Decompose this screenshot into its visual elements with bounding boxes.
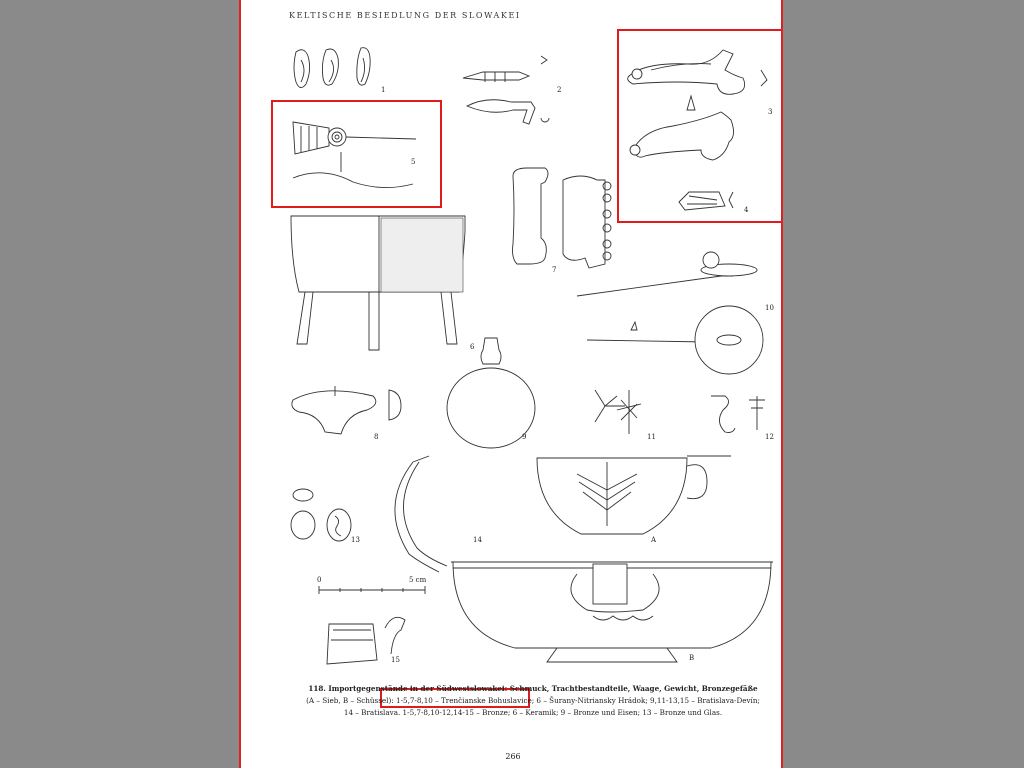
object-11-star-fittings [595,390,641,434]
object-A-sieve-bowl [537,456,731,534]
figure-number-9: 9 [522,433,527,441]
figure-number-8: 8 [374,433,379,441]
highlight-box-objects-3-4 [617,29,783,223]
object-7-bracelet [513,168,612,268]
object-8-handle-attachment [292,386,401,434]
figure-number-13: 13 [351,536,360,544]
object-2-fibulae [463,56,549,124]
figure-number-10: 10 [765,304,774,312]
scale-bar-start-label: 0 [317,576,322,584]
object-9-flask [447,338,535,448]
figure-number-15: 15 [391,656,400,664]
figure-number-4: 4 [744,206,749,214]
object-10-scale-pan [577,252,763,374]
figure-caption [303,683,763,719]
page-number: 266 [505,752,521,761]
catalog-page [239,0,783,768]
object-13-seal-ring [291,489,351,541]
scale-bar-end-label: 5 cm [409,576,427,584]
object-12-hooks [711,396,765,433]
running-header: KELTISCHE BESIEDLUNG DER SLOWAKEI [289,11,521,20]
highlight-box-object-5 [271,100,442,208]
scale-bar [319,586,425,594]
figure-number-7: 7 [552,266,557,274]
figure-number-12: 12 [765,433,774,441]
object-6-sieve-pot [291,216,465,350]
figure-number-5: 5 [411,158,416,166]
figure-label-A: A [651,536,657,544]
object-B-bowl [451,562,773,662]
figure-number-14: 14 [473,536,482,544]
figure-number-2: 2 [557,86,562,94]
caption-line-2: (A – Sieb, B – Schüssel): 1-5,7-8,10 – Trenčianske Bohuslavice; 6 – Šurany-Nitriansky Hrádok; 9,11-13,15 – Bratislava-Devín; [306,696,760,705]
caption-line-3: 14 – Bratislava. 1-5,7-8,10-12,14-15 – Bronze; 6 – Keramik; 9 – Bronze und Eisen; 13 – Bronze und Glas. [343,708,723,717]
object-1-fibula [294,48,370,88]
figure-number-1: 1 [381,86,386,94]
figure-number-11: 11 [647,433,656,441]
figure-label-B: B [689,654,695,662]
figure-number-3: 3 [768,108,773,116]
figure-number-6: 6 [470,343,475,351]
object-14-bracelet-arc [395,456,447,572]
caption-title: 118. Importgegenstände in der Südwestslowakei: Schmuck, Trachtbestandteile, Waage, Gewicht, Bronzegefäße [308,684,758,693]
